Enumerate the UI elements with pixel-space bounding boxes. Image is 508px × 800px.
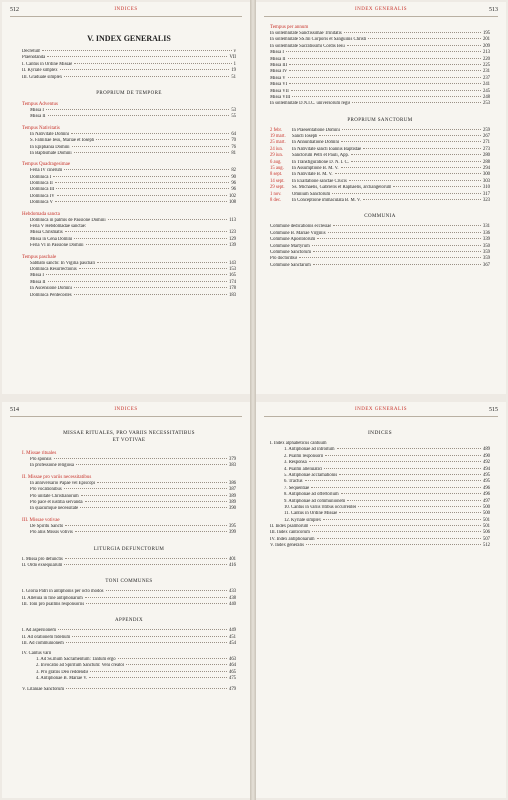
entry-text: II. Alleluia in fine antiphonarum <box>22 595 83 601</box>
entry-page: 90 <box>231 174 236 180</box>
section-title: APPENDIX <box>115 618 143 624</box>
entry-text: Missa II <box>270 56 286 62</box>
index-entry <box>22 602 236 608</box>
entry-text: Pro doctoribus <box>270 256 298 262</box>
index-entry <box>22 151 236 157</box>
entry-page: 336 <box>482 230 490 236</box>
entry-page: 64 <box>231 131 236 137</box>
group-heading: I. Missae rituales <box>22 451 57 456</box>
entry-text: Pro unitate Christianorum <box>30 493 79 499</box>
entry-page: 280 <box>482 153 490 159</box>
entry-page: 248 <box>482 94 490 100</box>
entry-page: 108 <box>228 200 236 206</box>
entry-page: 496 <box>482 492 490 498</box>
entry-text: 1. Ad Ss.mum Sacramentum: Tantum ergo <box>36 657 116 663</box>
entry-page: 178 <box>228 286 236 292</box>
entry-page: 253 <box>482 101 490 107</box>
entry-date: 8 sept. <box>270 172 283 178</box>
entry-text: Sanctorum Petri et Pauli, App. <box>292 153 350 159</box>
index-entry <box>22 293 236 299</box>
entry-page: 300 <box>482 172 490 178</box>
group-heading: Tempus paschale <box>22 254 57 260</box>
group-heading: Tempus Quadragesimae <box>22 162 71 168</box>
entry-page: 475 <box>228 676 236 682</box>
index-title: V. INDEX GENERALIS <box>87 34 171 43</box>
entry-page: 490 <box>482 453 490 459</box>
running-head: INDEX GENERALIS <box>354 407 408 412</box>
group-heading: Hebdomada sancta <box>22 211 60 217</box>
entry-text: Commune B. Mariae Virginis <box>270 230 326 236</box>
entry-page: 501 <box>482 517 490 523</box>
entry-text: Missa VII <box>270 88 289 94</box>
entry-text: Decretum <box>22 49 41 54</box>
entry-text: Praenotanda <box>22 55 46 61</box>
entry-text: In Conceptione immaculata B. M. V. <box>292 197 361 203</box>
entry-text: Dominica Pentecostes <box>30 292 72 298</box>
running-header <box>10 6 242 17</box>
entry-page: 1 <box>233 61 236 67</box>
entry-text: Dominica Resurrectionis <box>30 266 77 272</box>
page-514 <box>2 402 250 798</box>
entry-text: 1. Antiphonae ad introitum <box>284 447 335 453</box>
page-number: 512 <box>10 7 19 13</box>
entry-text: 4. Antiphonae B. Mariae V. <box>36 676 88 682</box>
entry-page: 271 <box>482 140 490 146</box>
entry-text: In sollemnitate Sacratissimi Cordis Iesu <box>270 43 345 49</box>
entry-text: In professione religiosa <box>30 463 74 469</box>
entry-text: In sollemnitate SS.mi Corporis et Sanguinis Christi <box>270 37 367 43</box>
entry-page: 401 <box>228 556 236 562</box>
entry-text: III. Graduale simplex <box>22 74 63 80</box>
entry-text: 2. Psalmi responsorii <box>284 453 324 459</box>
entry-text: Pro vocationibus <box>30 487 62 493</box>
entry-page: 241 <box>482 82 490 88</box>
entry-text: Omnium Sanctorum <box>292 191 331 197</box>
entry-page: 379 <box>228 457 236 462</box>
entry-page: 183 <box>228 292 236 298</box>
entry-page: 143 <box>228 260 236 266</box>
group-heading: II. Missae pro variis necessitatibus <box>22 474 92 480</box>
section-title: PROPRIUM SANCTORUM <box>347 117 413 123</box>
entry-text: III. Toni pro psalmis responsoriis <box>22 602 85 608</box>
entry-page: 416 <box>228 562 236 568</box>
running-header <box>10 406 242 417</box>
index-entry <box>270 198 490 204</box>
entry-text: In sollemnitate D.N.I.C. universorum regis <box>270 101 351 107</box>
entry-page: 288 <box>482 159 490 165</box>
entry-page: 245 <box>482 88 490 94</box>
entry-text: Dominica III <box>30 187 55 193</box>
entry-text: 2. Invocatio ad Spiritum Sanctum: Veni creator <box>36 663 125 669</box>
entry-text: 4. Psalmi alleluiatici <box>284 466 323 472</box>
entry-date: 29 iun. <box>270 153 284 159</box>
entry-page: 500 <box>482 504 490 510</box>
entry-text: Missa I <box>30 107 44 113</box>
entry-page: 317 <box>482 191 490 197</box>
entry-page: 96 <box>231 187 236 193</box>
group-heading: Tempus Adventus <box>22 101 58 107</box>
index-entry <box>22 75 236 81</box>
list-item: IV. Cantus varii <box>22 650 52 656</box>
entry-text: 9. Antiphonae ad communionem <box>284 498 346 504</box>
page-number: 514 <box>10 407 19 413</box>
index-entry <box>22 200 236 206</box>
entry-date: 25 mart. <box>270 140 286 146</box>
entry-page: 294 <box>482 166 490 172</box>
entry-text: 12. Kyriale simplex <box>284 517 322 523</box>
entry-page: 399 <box>228 530 236 536</box>
entry-text: In Nativitate B. M. V. <box>292 172 333 178</box>
entry-page: 81 <box>231 150 236 156</box>
entry-page: 153 <box>228 266 236 272</box>
entry-date: 15 aug. <box>270 166 284 172</box>
entry-text: 6. Tractus <box>284 479 303 485</box>
entry-page: 479 <box>228 686 236 692</box>
entry-page: 454 <box>228 641 236 647</box>
entry-text: Pro sponsis <box>30 457 52 462</box>
entry-text: In quacumque necessitate <box>30 506 79 512</box>
entry-page: 495 <box>482 472 490 478</box>
entry-text: In Exaltatione sanctae Crucis <box>292 178 347 184</box>
entry-page: 237 <box>482 75 490 81</box>
entry-text: Feria V Hebdomadae sanctae: <box>30 224 87 230</box>
index-entry <box>22 563 236 569</box>
entry-text: In Nativitate sancti Ioannis Baptistae <box>292 146 362 152</box>
entry-text: Missa V <box>270 75 286 81</box>
entry-text: IV. Index antiphonarum <box>270 536 315 542</box>
section-title: PROPRIUM DE TEMPORE <box>96 90 162 96</box>
entry-page: 19 <box>231 68 236 74</box>
entry-text: 3. Responsa <box>284 460 307 466</box>
entry-page: 323 <box>482 197 490 203</box>
running-head: INDEX GENERALIS <box>354 7 408 12</box>
entry-page: 451 <box>228 634 236 640</box>
entry-page: 209 <box>482 43 490 49</box>
page-512 <box>2 2 250 394</box>
entry-text: Commune Sanctarum <box>270 262 311 268</box>
entry-text: II. Kyriale simplex <box>22 68 58 74</box>
entry-text: In Assumptione B. M. V. <box>292 166 339 172</box>
section-title: LITURGIA DEFUNCTORUM <box>93 546 165 552</box>
entry-page: 350 <box>482 243 490 249</box>
index-entry <box>22 530 236 536</box>
group-heading: Tempus Nativitatis <box>22 125 60 131</box>
entry-text: Dominica V <box>30 200 53 206</box>
entry-date: 1 nov. <box>270 191 282 197</box>
entry-text: Pro pace et iustitia servanda <box>30 499 83 505</box>
entry-text: Commune Sanctorum <box>270 249 312 255</box>
entry-text: V. Index generalis <box>270 543 304 549</box>
entry-text: I. Ad aspersionem <box>22 628 56 634</box>
entry-page: 225 <box>482 62 490 68</box>
entry-text: Missa VI <box>270 82 288 88</box>
index-entry <box>22 114 236 120</box>
entry-page: v <box>233 49 236 54</box>
entry-text: In Epiphania Domini <box>30 144 70 150</box>
entry-text: Dominica IV <box>30 193 55 199</box>
entry-page: 389 <box>228 493 236 499</box>
list-item: I. Index alphabeticus cantuum <box>270 441 327 446</box>
entry-date: 6 aug. <box>270 159 282 165</box>
entry-page: 267 <box>482 134 490 140</box>
entry-text: S. Familiae Iesu, Mariae et Ioseph <box>30 138 95 144</box>
entry-page: 433 <box>228 589 236 595</box>
entry-text: In Nativitate Domini <box>30 131 70 137</box>
entry-page: 438 <box>228 595 236 601</box>
entry-page: 464 <box>228 663 236 669</box>
entry-page: 440 <box>228 602 236 608</box>
entry-text: Missa II <box>30 279 46 285</box>
section-title <box>22 430 236 444</box>
entry-page: 496 <box>482 485 490 491</box>
entry-page: 497 <box>482 498 490 504</box>
entry-text: 5. Antiphonae acclamationis <box>284 472 338 478</box>
entry-page: 259 <box>482 127 490 133</box>
entry-text: 7. Sequentiae <box>284 485 310 491</box>
entry-text: Commune Martyrum <box>270 243 310 249</box>
entry-page: VII <box>229 55 236 61</box>
entry-page: 501 <box>482 524 490 530</box>
entry-page: 129 <box>228 236 236 242</box>
entry-text: Dominica II <box>30 181 53 187</box>
entry-page: 213 <box>482 50 490 56</box>
entry-text: II. Ad orationem fidelium <box>22 634 71 640</box>
entry-page: 303 <box>482 178 490 184</box>
entry-text: In Baptismate Domini <box>30 150 72 156</box>
entry-page: 512 <box>482 543 490 549</box>
entry-text: Ss. Michaelis, Gabrielis et Raphaelis, archangelorum <box>292 185 392 191</box>
running-header <box>264 406 498 417</box>
entry-page: 395 <box>228 523 236 529</box>
entry-page: 113 <box>229 217 236 223</box>
title-line: ET VOTIVAE <box>112 437 146 443</box>
entry-page: 102 <box>228 193 236 199</box>
entry-text: I. Cantus in Ordine Missae <box>22 61 73 67</box>
entry-text: III. Index canticorum <box>270 530 310 536</box>
entry-text: I. Gloria Patri in antiphonis per octo modos <box>22 589 104 595</box>
entry-text: In sollemnitate Sanctissimae Trinitatis <box>270 31 342 36</box>
entry-date: 29 sept. <box>270 185 285 191</box>
entry-page: 76 <box>231 144 236 150</box>
entry-text: Missa III <box>270 62 288 68</box>
page-number: 513 <box>489 7 498 13</box>
entry-text: V. Litaniae Sanctorum <box>22 686 64 692</box>
entry-page: 359 <box>482 256 490 262</box>
entry-page: 273 <box>482 146 490 152</box>
entry-page: 165 <box>228 273 236 279</box>
entry-page: 70 <box>231 138 236 144</box>
index-entry <box>22 463 236 469</box>
entry-text: Sabbato sancto: In Vigilia paschali <box>30 260 95 266</box>
running-head: INDICES <box>114 7 138 12</box>
entry-page: 310 <box>482 185 490 191</box>
entry-text: Missa Chrismatis <box>30 230 63 236</box>
entry-text: Commune dedicationis ecclesiae <box>270 224 332 230</box>
index-entry <box>22 641 236 647</box>
entry-page: 53 <box>231 107 236 113</box>
entry-text: Missa I <box>30 273 44 279</box>
entry-page: 331 <box>482 224 490 230</box>
entry-text: Commune Apostolorum <box>270 237 316 243</box>
entry-page: 489 <box>482 447 490 453</box>
page-513 <box>256 2 506 394</box>
entry-page: 139 <box>228 243 236 249</box>
index-entry <box>270 101 490 107</box>
entry-date: 24 iun. <box>270 146 284 152</box>
entry-page: 492 <box>482 460 490 466</box>
entry-page: 174 <box>228 279 236 285</box>
entry-page: 231 <box>482 69 490 75</box>
entry-text: Dominica in palmis de Passione Domini <box>30 217 106 223</box>
entry-text: De Spiritu Sancto <box>30 523 64 529</box>
index-entry <box>270 263 490 269</box>
entry-page: 201 <box>482 37 490 43</box>
entry-page: 507 <box>482 536 490 542</box>
entry-text: I. Missa pro defunctis <box>22 556 63 562</box>
entry-page: 195 <box>482 31 490 36</box>
group-heading: III. Missae votivae <box>22 517 60 523</box>
section-title: TONI COMMUNES <box>105 579 153 585</box>
entry-text: II. Ordo exsequiarum <box>22 562 63 568</box>
entry-date: 8 dec. <box>270 197 282 203</box>
entry-page: 220 <box>482 56 490 62</box>
page-number: 515 <box>489 407 498 413</box>
entry-text: Sancti Ioseph <box>292 134 318 140</box>
entry-page: 506 <box>482 530 490 536</box>
entry-page: 465 <box>228 669 236 675</box>
entry-page: 495 <box>482 479 490 485</box>
entry-text: 8. Antiphonae ad offertorium <box>284 492 339 498</box>
index-entry <box>270 543 490 549</box>
entry-page: 383 <box>228 463 236 469</box>
entry-text: 11. Cantus in Ordine Missae <box>284 511 338 517</box>
entry-text: Missa II <box>30 114 46 120</box>
entry-text: Missa in Cena Domini <box>30 236 73 242</box>
entry-page: 449 <box>228 628 236 634</box>
entry-page: 339 <box>482 237 490 243</box>
entry-page: 390 <box>228 506 236 512</box>
running-header <box>264 6 498 17</box>
entry-page: 463 <box>228 657 236 663</box>
entry-text: III. Ad communionem <box>22 641 64 647</box>
entry-text: In Ascensione Domini <box>30 286 72 292</box>
entry-text: In Transfiguratione D. N. I. C. <box>292 159 349 165</box>
index-entry <box>22 243 236 249</box>
entry-date: 14 sept. <box>270 178 285 184</box>
entry-page: 367 <box>482 262 490 268</box>
entry-text: Missa I <box>270 50 284 56</box>
entry-text: In anniversario Papae vel Episcopi <box>30 480 96 486</box>
entry-date: 2 febr. <box>270 127 282 133</box>
page-515 <box>256 402 506 798</box>
entry-text: Missa VIII <box>270 94 291 100</box>
section-title: COMMUNIA <box>364 214 396 220</box>
entry-page: 51 <box>231 74 236 80</box>
entry-page: 387 <box>228 487 236 493</box>
entry-date: 19 mart. <box>270 134 286 140</box>
entry-text: II. Index psalmorum <box>270 524 309 530</box>
entry-text: Feria IV cinerum <box>30 168 63 174</box>
entry-page: 82 <box>231 168 236 174</box>
entry-page: 389 <box>228 499 236 505</box>
entry-text: Missa IV <box>270 69 288 75</box>
entry-text: In Praesentatione Domini <box>292 127 340 133</box>
entry-text: 3. Pro gratiis Deo reddendis <box>36 669 89 675</box>
entry-text: Pro aliis Missis votivis <box>30 530 73 536</box>
section-title: INDICES <box>367 430 393 436</box>
entry-text: In Annuntiatione Domini <box>292 140 340 146</box>
entry-page: 359 <box>482 249 490 255</box>
title-line: MISSAE RITUALES, PRO VARIIS NECESSITATIBUS <box>63 430 195 436</box>
entry-page: 96 <box>231 181 236 187</box>
entry-text: 10. Cantus in variis ritibus occurrentes <box>284 504 357 510</box>
entry-page: 123 <box>228 230 236 236</box>
entry-text: Dominica I <box>30 174 52 180</box>
entry-page: 494 <box>482 466 490 472</box>
index-entry <box>22 506 236 512</box>
entry-page: 386 <box>228 480 236 486</box>
running-head: INDICES <box>114 407 138 412</box>
entry-text: Feria VI in Passione Domini <box>30 243 84 249</box>
group-heading: Tempus per annum <box>270 25 309 30</box>
entry-page: 500 <box>482 511 490 517</box>
entry-page: 55 <box>231 114 236 120</box>
index-entry <box>22 687 236 693</box>
